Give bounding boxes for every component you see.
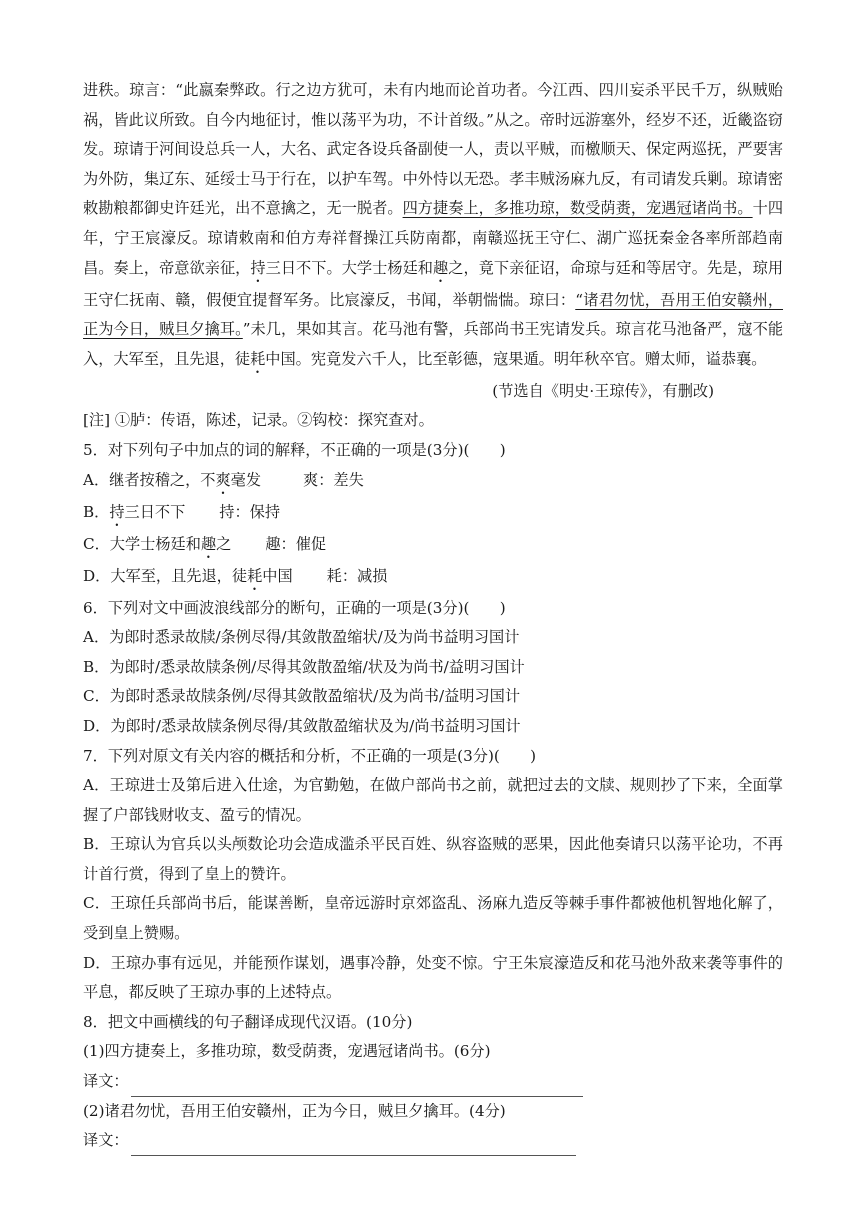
- question-8-stem: 8．把文中画横线的句子翻译成现代汉语。(10分): [83, 1012, 413, 1031]
- translation-label: 译文：: [83, 1072, 129, 1091]
- translation-row-2: [83, 1126, 783, 1156]
- question-7-option-c[interactable]: C．王琼任兵部尚书后，能谋善断，皇帝远游时京郊盗乱、汤麻九造反等棘手事件都被他机智地化解了，受到皇上赞赐。: [83, 894, 783, 943]
- dotted-char: 持: [109, 502, 125, 521]
- passage-source: (节选自《明史·王琼传》，有删改): [492, 381, 714, 400]
- annotation-note: [注] ①胪：传语，陈述，记录。②钩校：探究查对。: [83, 411, 434, 430]
- question-7-option-a[interactable]: A．王琼进士及第后进入仕途，为官勤勉，在做户部尚书之前，就把过去的文牍、规则抄了下来，全面掌握了户部钱财收支、盈亏的情况。: [83, 776, 783, 824]
- question-6-stem: 6．下列对文中画波浪线部分的断句，正确的一项是(3分)( ): [83, 598, 506, 617]
- dotted-char: 趣: [200, 534, 217, 553]
- question-7-option-d[interactable]: D．王琼办事有远见，并能预作谋划，遇事冷静，处变不惊。宁王朱宸濠造反和花马池外敌来袭等事件的平息，都反映了王琼办事的上述特点。: [83, 953, 783, 1002]
- underlined-sentence-2: “诸君勿忧，吾用王伯安赣州，正为今日，贼旦夕擒耳。: [83, 290, 784, 339]
- passage-segment: 之，竟下亲征诏，命琼与廷和等居守。先是，琼用王守仁抚南、赣，假便宜提督军务。比宸濠反，书闻，举朝惴惴。琼曰：: [83, 258, 784, 309]
- question-7-option-b[interactable]: B．王琼认为官兵以头颅数论功会造成滥杀平民百姓、纵容盗贼的恶果，因此他奏请只以荡平论功，不再计首行赏，得到了皇上的赞许。: [83, 835, 783, 883]
- dotted-char-qu: 趣: [433, 258, 449, 277]
- option-gloss: 爽：差失: [303, 470, 364, 489]
- question-8-sentence-2: (2)诸君勿忧，吾用王伯安赣州，正为今日，贼旦夕擒耳。(4分): [83, 1101, 506, 1120]
- passage-segment: 十四年，宁王宸濠反。琼请敕南和伯方寿祥督操江兵防南都，南赣巡抚王守仁、湖广巡抚秦金各率所部趋南昌。奏上，帝意欲亲征，: [83, 199, 784, 277]
- question-6-option-a[interactable]: A．为郎时悉录故牍/条例尽得/其敛散盈缩状/及为尚书益明习国计: [83, 628, 520, 647]
- question-7-stem: 7．下列对原文有关内容的概括和分析，不正确的一项是(3分)( ): [83, 746, 537, 765]
- question-6-option-b[interactable]: B．为郎时/悉录故牍条例/尽得其敛散盈缩/状及为尚书/益明习国计: [83, 657, 525, 676]
- question-5-option-c[interactable]: [83, 530, 783, 562]
- option-text: D．大军至，且先退，徒: [83, 566, 248, 585]
- option-text: A．继者按稽之，不: [83, 470, 216, 489]
- translation-answer-line-1[interactable]: [131, 1080, 583, 1097]
- passage-segment: 中国。宪竟发六千人，比至彰德，寇果遁。明年秋卒官。赠太师，谥恭襄。: [265, 349, 767, 368]
- translation-label: 译文：: [83, 1131, 129, 1150]
- question-5-option-d[interactable]: [83, 562, 783, 594]
- passage-segment: ”未几，果如其言。花马池有警，兵部尚书王宪请发兵。琼言花马池备严，寇不能入，大军至，且先退，徒: [83, 320, 784, 368]
- dotted-char: 爽: [215, 470, 231, 489]
- option-text: 之: [216, 534, 232, 553]
- question-5-stem: 5．对下列句子中加点的词的解释，不正确的一项是(3分)( ): [83, 440, 506, 459]
- option-gloss: 耗：减损: [326, 566, 388, 585]
- dotted-char-hao: 耗: [250, 349, 266, 368]
- translation-row-1: [83, 1067, 783, 1097]
- question-5-option-b[interactable]: [83, 498, 783, 530]
- passage-segment: 三日不下。大学士杨廷和: [265, 258, 434, 277]
- question-6-option-d[interactable]: D．为郎时/悉录故牍条例尽得/其敛散盈缩状及为/尚书益明习国计: [83, 716, 521, 735]
- question-8-sentence-1: (1)四方捷奏上，多推功琼，数受荫赉，宠遇冠诸尚书。(6分): [83, 1042, 491, 1061]
- question-5-option-a[interactable]: [83, 466, 783, 498]
- option-gloss: 持：保持: [219, 502, 281, 521]
- passage-segment: 进秩。琼言：“此嬴秦弊政。行之边方犹可，未有内地而论首功者。今江西、四川妄杀平民千万，纵贼贻祸，皆此议所致。自今内地征讨，惟以荡平为功，不计首级。”从之。帝时远游塞外，经岁不还，近畿盗窃发。琼请于河间设总兵一人，大名、武定各设兵备副使一人，责以平贼，而檄顺天、保定两巡抚，严要害为外防，集辽东、延绥士马于行在，以护车驾。中外恃以无恐。孝丰贼汤麻九反，有司请发兵剿。琼请密敕勘粮都御史许廷光，出不意擒之，无一脱者。: [83, 81, 783, 218]
- option-text: C．大学士杨廷和: [83, 534, 201, 553]
- passage-text: [83, 76, 783, 377]
- option-text: 三日不下: [124, 502, 186, 521]
- question-6-option-c[interactable]: C．为郎时悉录故牍条例/尽得其敛散盈缩状/及为尚书/益明习国计: [83, 687, 521, 706]
- dotted-char-chi: 持: [250, 258, 266, 277]
- option-text: 中国: [262, 566, 293, 585]
- option-gloss: 趣：催促: [265, 534, 327, 553]
- option-text: 毫发: [230, 470, 262, 489]
- option-text: B．: [83, 502, 110, 521]
- document-page: [83, 76, 783, 1156]
- dotted-char: 耗: [247, 566, 263, 585]
- underlined-sentence-1: 四方捷奏上，多推功琼，数受荫赉，宠遇冠诸尚书。: [402, 199, 753, 218]
- translation-answer-line-2[interactable]: [131, 1139, 576, 1156]
